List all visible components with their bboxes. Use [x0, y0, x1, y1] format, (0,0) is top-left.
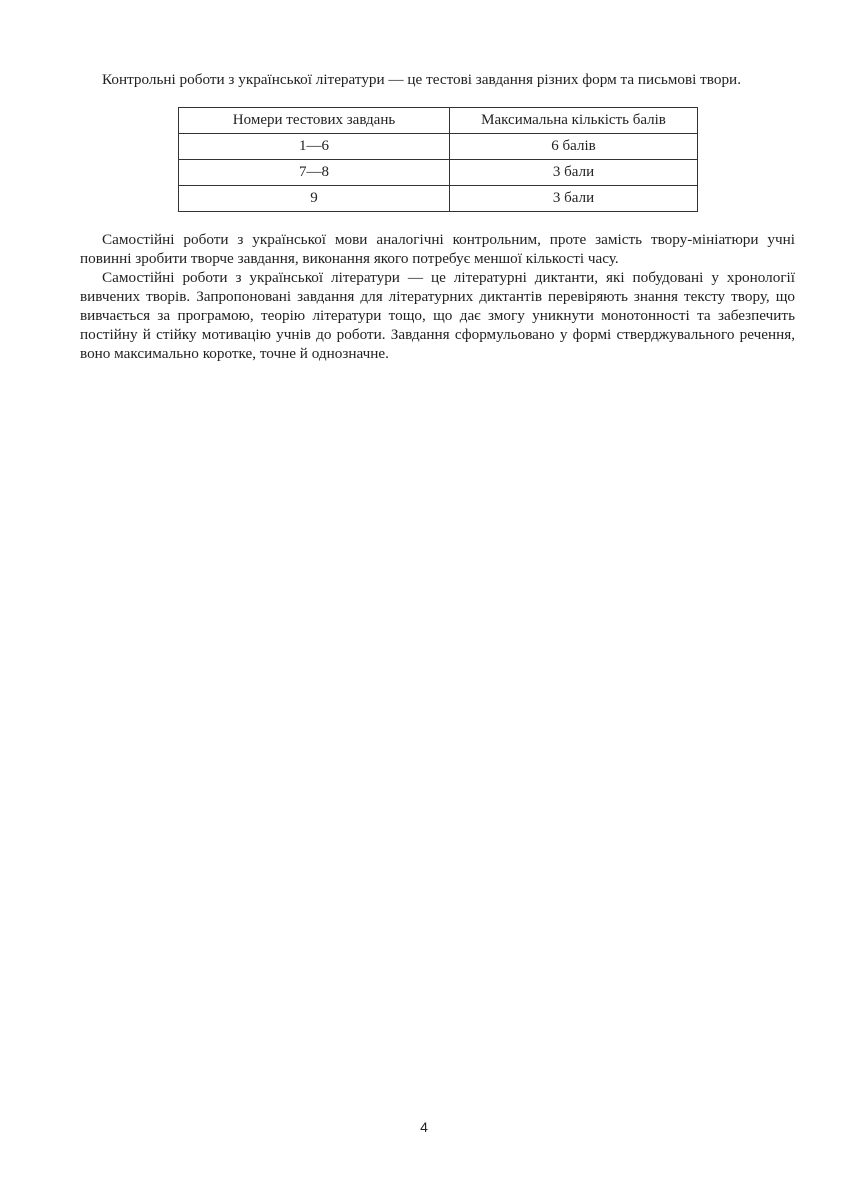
paragraph-language-independent-work: Самостійні роботи з української мови аналогічні контрольним, проте замість твору-мініатюри учні повинні зробити творче завдання, виконання якого потребує меншої кількості часу.: [80, 231, 795, 267]
task-numbers-cell: 9: [179, 186, 450, 212]
table-row: [179, 186, 698, 212]
score-table: [178, 107, 698, 212]
max-points-cell: 3 бали: [450, 186, 698, 212]
paragraph-literature-independent-work: Самостійні роботи з української літератури — це літературні диктанти, які побудовані у хронології вивчених творів. Запропоновані завдання для літературних диктантів перевіряють знання тексту твору, що вивчається за програмою, теорію літератури тощо, що дає змогу уникнути монотонності та забезпечить постійну й стійку мотивацію учнів до роботи. Завдання сформульовано у формі стверджувального речення, воно максимально коротке, точне й однозначне.: [80, 269, 795, 362]
max-points-cell: 6 балів: [450, 134, 698, 160]
page-number: 4: [420, 1119, 428, 1135]
task-numbers-cell: 1—6: [179, 134, 450, 160]
task-numbers-cell: 7—8: [179, 160, 450, 186]
column-header-max-points: Максимальна кількість балів: [450, 108, 698, 134]
page-body: [80, 70, 795, 363]
column-header-task-numbers: Номери тестових завдань: [179, 108, 450, 134]
intro-paragraph: Контрольні роботи з української літератури — це тестові завдання різних форм та письмові твори.: [102, 71, 741, 88]
max-points-cell: 3 бали: [450, 160, 698, 186]
table-header-row: [179, 108, 698, 134]
table-row: [179, 134, 698, 160]
table-row: [179, 160, 698, 186]
